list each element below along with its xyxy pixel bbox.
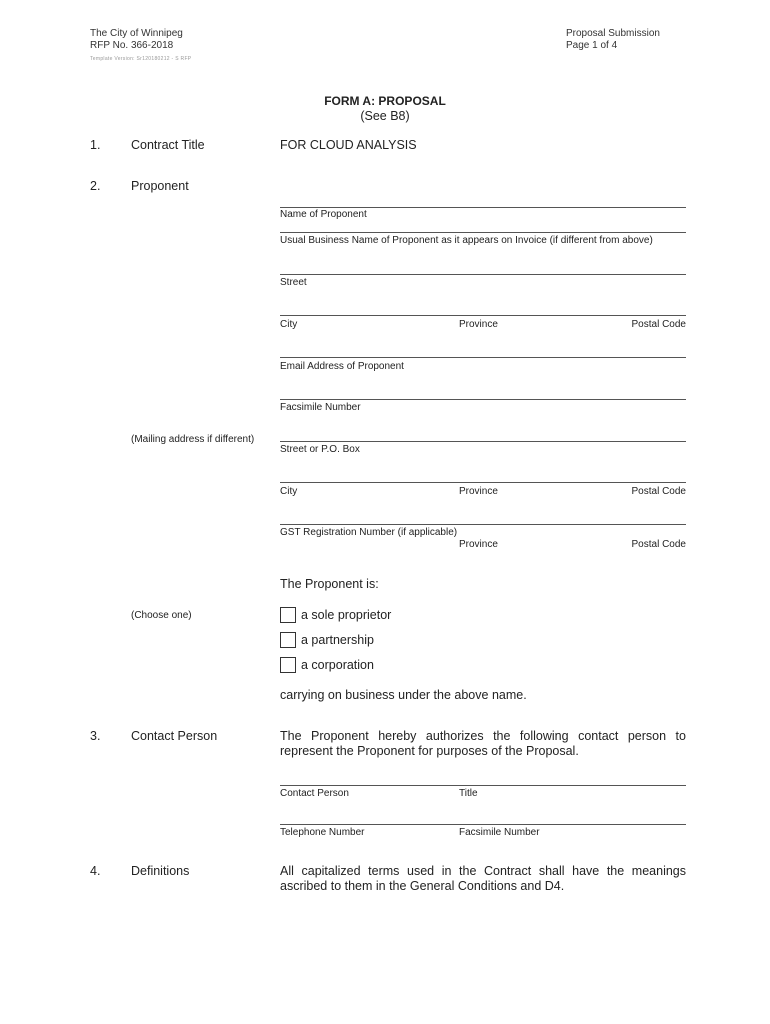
section-4-label: Definitions	[131, 864, 190, 878]
section-2-label: Proponent	[131, 179, 189, 193]
proponent-name-caption: Name of Proponent	[280, 209, 367, 220]
street-caption: Street	[280, 277, 307, 288]
definitions-paragraph: All capitalized terms used in the Contract shall have the meanings ascribed to them in the General Conditions and D4.	[280, 864, 686, 893]
header-proposal-submission: Proposal Submission	[566, 28, 660, 39]
mailing-address-note: (Mailing address if different)	[131, 434, 255, 445]
gst-postal-code-caption: Postal Code	[631, 539, 686, 550]
proponent-name-line[interactable]	[280, 207, 686, 208]
header-template-version: Template Version: Sr120180212 - S RFP	[90, 56, 192, 62]
partnership-label: a partnership	[301, 633, 374, 647]
section-2-number: 2.	[90, 179, 101, 193]
telephone-fax-line[interactable]	[280, 824, 686, 825]
gst-line[interactable]	[280, 524, 686, 525]
province-caption: Province	[459, 319, 498, 330]
header-page-number: Page 1 of 4	[566, 40, 618, 51]
partnership-checkbox[interactable]	[280, 632, 296, 648]
street-po-line[interactable]	[280, 441, 686, 442]
city-province-line[interactable]	[280, 315, 686, 316]
form-subtitle: (See B8)	[360, 109, 410, 123]
sole-proprietor-label: a sole proprietor	[301, 608, 392, 622]
email-line[interactable]	[280, 357, 686, 358]
mailing-city-line[interactable]	[280, 482, 686, 483]
contact-title-caption: Title	[459, 788, 478, 799]
mailing-city-caption: City	[280, 486, 298, 497]
proponent-is-heading: The Proponent is:	[280, 577, 379, 591]
section-1-number: 1.	[90, 138, 101, 152]
contact-fax-caption: Facsimile Number	[459, 827, 540, 838]
choose-one-note: (Choose one)	[131, 610, 192, 621]
contract-title-value: FOR CLOUD ANALYSIS	[280, 138, 417, 152]
section-1-label: Contract Title	[131, 138, 205, 152]
form-title: FORM A: PROPOSAL	[324, 94, 446, 108]
corporation-checkbox[interactable]	[280, 657, 296, 673]
contact-person-caption: Contact Person	[280, 788, 349, 799]
postal-code-caption: Postal Code	[631, 319, 686, 330]
business-name-caption: Usual Business Name of Proponent as it appears on Invoice (if different from above)	[280, 235, 653, 246]
gst-caption: GST Registration Number (if applicable)	[280, 527, 458, 538]
section-4-number: 4.	[90, 864, 101, 878]
street-po-caption: Street or P.O. Box	[280, 444, 360, 455]
email-caption: Email Address of Proponent	[280, 361, 404, 372]
street-line[interactable]	[280, 274, 686, 275]
section-3-label: Contact Person	[131, 729, 218, 743]
mailing-province-caption: Province	[459, 486, 498, 497]
header-city: The City of Winnipeg	[90, 28, 183, 39]
corporation-label: a corporation	[301, 658, 374, 672]
fax-line[interactable]	[280, 399, 686, 400]
contact-person-paragraph: The Proponent hereby authorizes the following contact person to represent the Proponent for purposes of the Proposal.	[280, 729, 686, 758]
sole-proprietor-checkbox[interactable]	[280, 607, 296, 623]
header-rfp-number: RFP No. 366-2018	[90, 40, 174, 51]
contact-title-line[interactable]	[280, 785, 686, 786]
city-caption: City	[280, 319, 298, 330]
carrying-on-business-text: carrying on business under the above name.	[280, 688, 527, 702]
section-3-number: 3.	[90, 729, 101, 743]
telephone-caption: Telephone Number	[280, 827, 365, 838]
fax-caption: Facsimile Number	[280, 402, 361, 413]
business-name-line[interactable]	[280, 232, 686, 233]
gst-province-caption: Province	[459, 539, 498, 550]
mailing-postal-code-caption: Postal Code	[631, 486, 686, 497]
